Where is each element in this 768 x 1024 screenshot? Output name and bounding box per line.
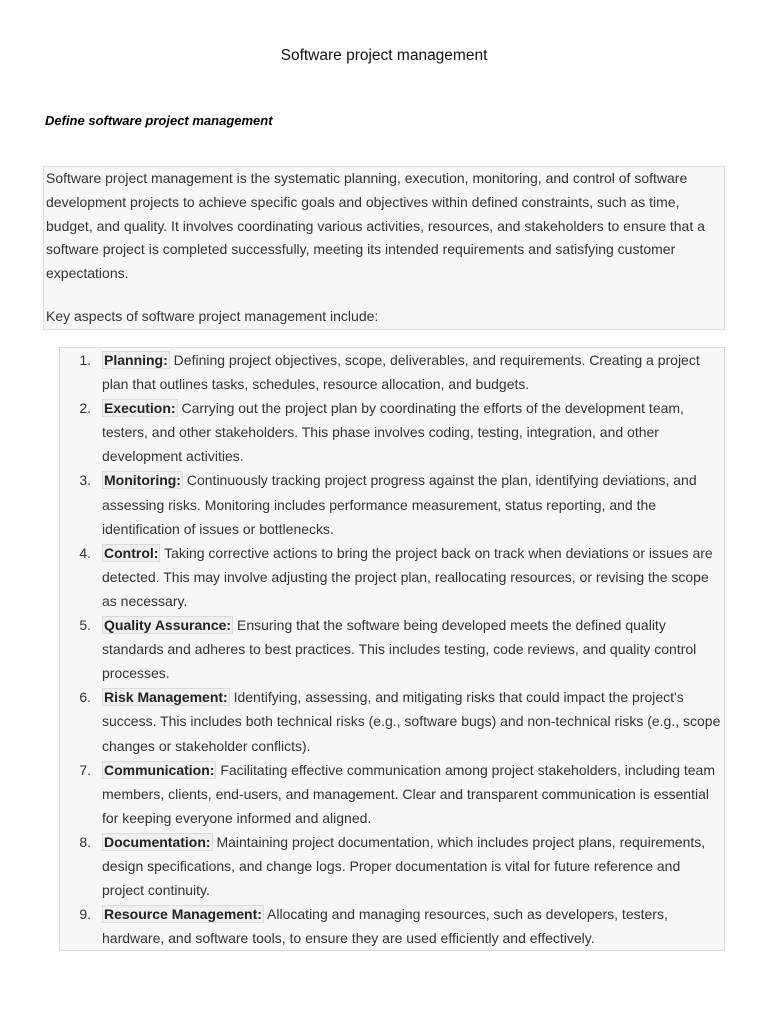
key-aspects-intro: Key aspects of software project management include: (46, 307, 379, 324)
list-item-number: 2. (79, 400, 91, 417)
list-item-number: 8. (79, 833, 91, 850)
list-item-number: 4. (79, 544, 91, 561)
list-item-term: Risk Management: (104, 689, 228, 706)
list-item-term: Resource Management: (104, 906, 262, 923)
list-item-text: Maintaining project documentation, which includes project plans, requirements, design specifications, and change logs. Proper documentation is vital for future reference and project continuity. (102, 833, 706, 899)
list-item-number: 9. (79, 906, 91, 923)
list-item-number: 6. (79, 689, 91, 706)
list-item-term: Documentation: (104, 833, 211, 850)
list-item-number: 7. (79, 761, 91, 778)
list-item-body (91, 468, 724, 540)
document-title: Software project management (280, 47, 488, 64)
list-item-body (91, 348, 724, 396)
list-item-text: Taking corrective actions to bring the project back on track when deviations or issues are detected. This may involve adjusting the project plan, reallocating resources, or revising the scope as necessary. (102, 544, 713, 609)
list-item-text: Identifying, assessing, and mitigating risks that could impact the project's success. This includes both technical risks (e.g., software bugs) and non-technical risks (e.g., scope changes or stakeholder conflicts). (102, 689, 721, 754)
list-item-term: Monitoring: (104, 472, 181, 489)
list-item-text: Defining project objectives, scope, deliverables, and requirements. Creating a project plan that outlines tasks, schedules, resource allocation, and budgets. (102, 352, 700, 393)
list-item-text: Facilitating effective communication among project stakeholders, including team members, clients, end-users, and management. Clear and transparent communication is essential for keeping everyone informed and aligned. (102, 761, 716, 826)
list-item (60, 902, 724, 950)
list-item-body (91, 396, 724, 468)
list-item-body (91, 902, 724, 950)
list-item-term: Control: (104, 544, 159, 561)
list-item-number: 5. (79, 617, 91, 634)
list-item-term: Planning: (104, 352, 168, 368)
list-item-number: 1. (79, 352, 91, 368)
list-item-body (91, 830, 724, 902)
list-item (60, 830, 724, 902)
list-item-term: Communication: (104, 761, 215, 778)
list-item-text: Carrying out the project plan by coordinating the efforts of the development team, testers, and other stakeholders. This phase involves coding, testing, integration, and other development activities. (102, 400, 684, 465)
intro-paragraph: Software project management is the systematic planning, execution, monitoring, and control of software development projects to achieve specific goals and objectives within defined constraints, such as time, budget, and quality. It involves coordinating various activities, resources, and stakeholders to ensure that a software project is completed successfully, meeting its intended requirements and satisfying customer expectations. (46, 170, 705, 282)
list-item (60, 468, 724, 540)
intro-text-block (43, 166, 725, 330)
section-heading: Define software project management (45, 113, 273, 128)
list-item-body (91, 685, 724, 757)
list-item (60, 685, 724, 757)
list-item (60, 758, 724, 830)
list-item-body (91, 541, 724, 613)
list-item-term: Quality Assurance: (104, 617, 232, 634)
list-item-text: Continuously tracking project progress against the plan, identifying deviations, and assessing risks. Monitoring includes performance measurement, status reporting, and the identification of issues or bottlenecks. (102, 472, 697, 537)
list-item (60, 613, 724, 685)
list-item-number: 3. (79, 472, 91, 489)
key-aspects-list (60, 348, 724, 950)
list-item-text: Ensuring that the software being developed meets the defined quality standards and adheres to best practices. This includes testing, code reviews, and quality control processes. (102, 617, 697, 682)
list-item (60, 348, 724, 396)
list-item (60, 396, 724, 468)
list-item-body (91, 758, 724, 830)
key-aspects-list-block (59, 347, 725, 951)
list-item-body (91, 613, 724, 685)
list-item-text: Allocating and managing resources, such as developers, testers, hardware, and software tools, to ensure they are used efficiently and effectively. (102, 906, 668, 947)
list-item (60, 541, 724, 613)
list-item-term: Execution: (104, 400, 176, 417)
